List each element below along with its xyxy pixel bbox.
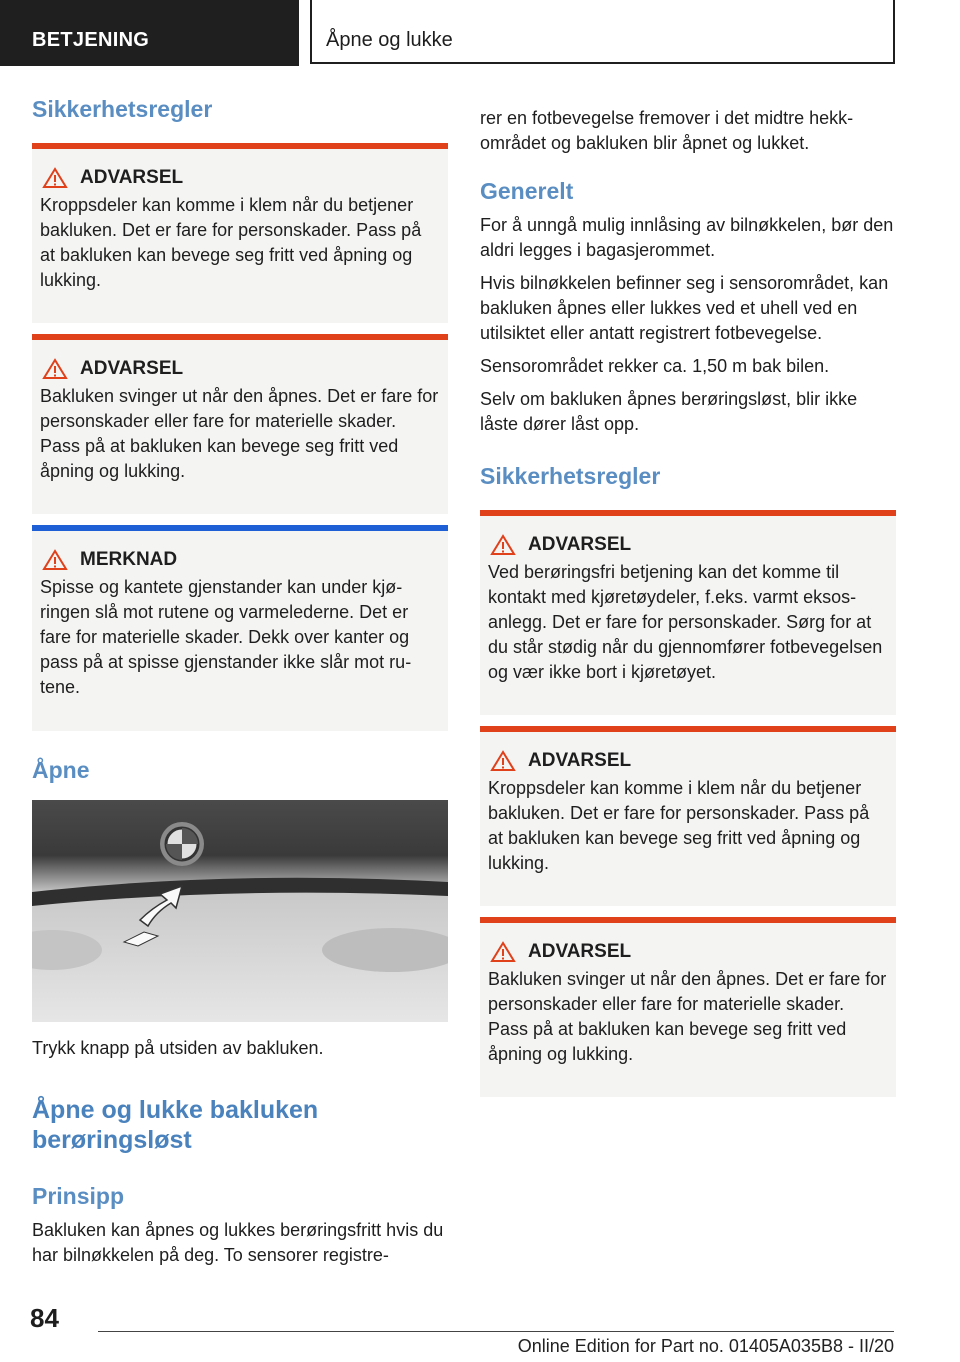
safety-heading-right: Sikkerhetsregler [480, 463, 661, 489]
warning-triangle-icon [490, 750, 516, 772]
general-paragraph: Selv om bakluken åpnes berøringsløst, blir ikke låste dører låst opp. [480, 389, 858, 434]
warning-title: ADVARSEL [528, 941, 632, 962]
warning-text: Kroppsdeler kan komme i klem når du betjener bakluken. Det er fare for personskader. Pass på at bakluken kan bevege seg fritt ved åpning og lukking. [488, 778, 870, 873]
warning-title: ADVARSEL [528, 750, 632, 771]
general-heading: Generelt [480, 178, 574, 204]
continued-text: rer en fotbevegelse fremover i det midtre hekkområdet og bakluken blir åpnet og lukket. [480, 108, 854, 153]
note-text: Spisse og kantete gjenstander kan under kjøringen slå mot rutene og varmelederne. Det er fare for materielle skader. Dekk over kanter og pass på at spisse gjenstander ikke slår mot rutene. [40, 577, 412, 697]
page-number: 84 [30, 1303, 59, 1333]
safety-heading: Sikkerhetsregler [32, 96, 213, 122]
warning-title: ADVARSEL [528, 534, 632, 555]
general-paragraph: Hvis bilnøkkelen befinner seg i sensorområdet, kan bakluken åpnes eller lukkes ved et uhell ved en utilsiktet eller antatt registrert fotbevegelse. [480, 273, 889, 343]
warning-box [32, 143, 448, 323]
warning-triangle-icon [42, 167, 68, 189]
warning-triangle-icon [490, 534, 516, 556]
warning-box [480, 726, 896, 906]
warning-text: Ved berøringsfri betjening kan det komme til kontakt med kjøretøydeler, f.eks. varmt eksosanlegg. Det er fare for personskader. Sørg for at du står stødig når du gjennomfører fotbevegelsen og vær ikke bort i kjøretøyet. [488, 562, 883, 682]
section-tab: BETJENING [0, 0, 299, 66]
general-paragraph: Sensorområdet rekker ca. 1,50 m bak bilen. [480, 356, 830, 376]
left-column [32, 96, 448, 1268]
note-box [32, 525, 448, 731]
trunk-button-photo [32, 800, 448, 1022]
footer-edition: Online Edition for Part no. 01405A035B8 - II/20 [517, 1336, 894, 1356]
note-title: MERKNAD [80, 549, 178, 570]
warning-box [480, 917, 896, 1097]
principle-heading: Prinsipp [32, 1183, 125, 1209]
warning-text: Bakluken svinger ut når den åpnes. Det er fare for personskader eller fare for materielle skader. Pass på at bakluken kan bevege seg fritt ved åpning og lukking. [40, 386, 439, 481]
warning-box [480, 510, 896, 715]
footer-rule [98, 1331, 894, 1332]
touchless-heading: Åpne og lukke bakluken berøringsløst [32, 1096, 319, 1154]
principle-text: Bakluken kan åpnes og lukkes berøringsfritt hvis du har bilnøkkelen på deg. To sensorer registre- [32, 1220, 444, 1265]
warning-box [32, 334, 448, 514]
warning-title: ADVARSEL [80, 358, 184, 379]
warning-text: Bakluken svinger ut når den åpnes. Det er fare for personskader eller fare for materielle skader. Pass på at bakluken kan bevege seg fritt ved åpning og lukking. [488, 969, 887, 1064]
photo-caption: Trykk knapp på utsiden av bakluken. [32, 1038, 324, 1058]
warning-triangle-icon [490, 941, 516, 963]
open-heading: Åpne [32, 757, 90, 783]
note-triangle-icon [42, 549, 68, 571]
warning-text: Kroppsdeler kan komme i klem når du betjener bakluken. Det er fare for personskader. Pass på at bakluken kan bevege seg fritt ved åpning og lukking. [40, 195, 422, 290]
warning-triangle-icon [42, 358, 68, 380]
chapter-title: Åpne og lukke [310, 0, 895, 64]
warning-title: ADVARSEL [80, 167, 184, 188]
general-paragraph: For å unngå mulig innlåsing av bilnøkkelen, bør den aldri legges i bagasjerommet. [480, 215, 894, 260]
right-column [480, 106, 896, 1097]
